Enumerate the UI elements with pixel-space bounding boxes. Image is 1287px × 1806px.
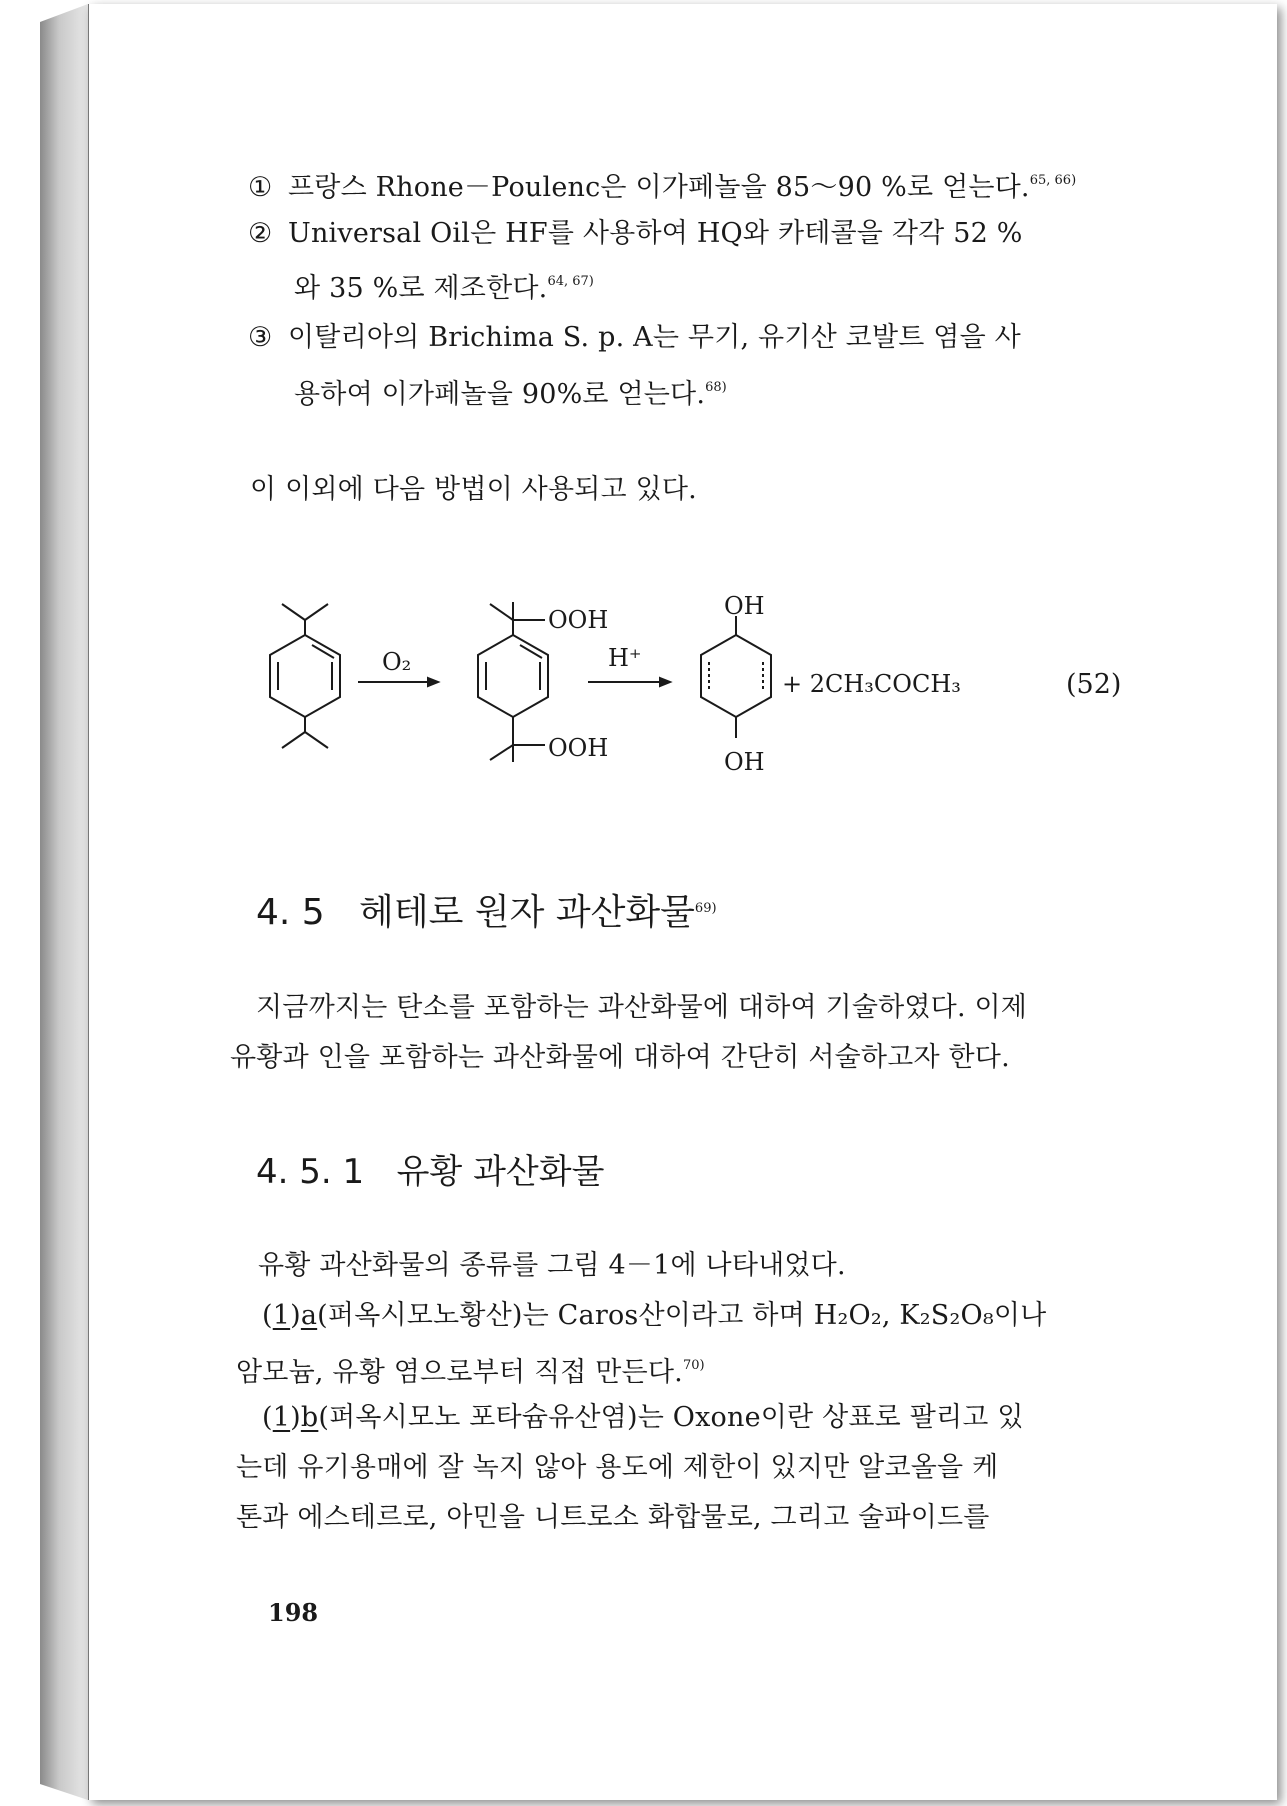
hydroxyl-top: OH	[724, 592, 765, 620]
subsection-heading	[256, 1144, 604, 1193]
paren-open: (	[262, 1402, 273, 1433]
list-marker: ①	[248, 172, 273, 203]
list-item-3-cont	[294, 370, 727, 413]
reaction-scheme	[0, 570, 1287, 790]
citation-ref: 68)	[705, 380, 727, 395]
paren-close: )	[290, 1300, 301, 1331]
paren-close: )	[290, 1402, 301, 1433]
section-heading	[256, 884, 717, 935]
body-text: (퍼옥시모노 포타슘유산염)는 Oxone이란 상표로 팔리고 있	[318, 1402, 1024, 1433]
item-letter: a	[300, 1300, 318, 1331]
body-line: 톤과 에스테르로, 아민을 니트로소 화합물로, 그리고 술파이드를	[236, 1502, 990, 1533]
section-title: 헤테로 원자 과산화물	[359, 892, 695, 933]
body-line: 유황 과산화물의 종류를 그림 4－1에 나타내었다.	[258, 1250, 846, 1281]
citation-ref: 70)	[682, 1358, 705, 1373]
list-item-text: 이탈리아의 Brichima S. p. A는 무기, 유기산 코발트 염을 사	[288, 322, 1021, 353]
hydroxyl-bottom: OH	[724, 748, 765, 776]
list-item-2	[248, 216, 1023, 252]
body-line	[236, 1348, 705, 1391]
citation-ref: 69)	[694, 901, 717, 916]
paren-open: (	[262, 1300, 273, 1331]
list-item-2-cont	[294, 264, 594, 307]
paragraph-line: 지금까지는 탄소를 포함하는 과산화물에 대하여 기술하였다. 이제	[256, 992, 1028, 1023]
page-number: 198	[268, 1598, 319, 1627]
citation-ref: 64, 67)	[547, 274, 594, 289]
diisopropylbenzene-structure	[270, 604, 340, 748]
list-item-text: 용하여 이가페놀을 90%로 얻는다.	[294, 379, 706, 410]
item-letter: b	[300, 1402, 319, 1433]
body-line: 는데 유기용매에 잘 녹지 않아 용도에 제한이 있지만 알코올을 케	[236, 1452, 999, 1483]
dihydroperoxide-structure	[478, 602, 548, 762]
hydroperoxy-group-bottom: OOH	[548, 734, 609, 762]
item-number: 1	[272, 1402, 291, 1433]
body-paragraph-1	[262, 1298, 1046, 1334]
list-item-text: 프랑스 Rhone－Poulenc은 이가페놀을 85～90 %로 얻는다.	[288, 172, 1030, 203]
oxygen-reagent: O₂	[382, 648, 412, 676]
body-paragraph-2	[262, 1400, 1024, 1436]
list-item-1	[248, 163, 1076, 206]
section-number: 4. 5	[256, 892, 325, 933]
intro-text: 이 이외에 다음 방법이 사용되고 있다.	[250, 474, 697, 505]
book-spine-edge	[40, 4, 88, 1800]
list-marker: ②	[248, 218, 273, 249]
list-item-text: 와 35 %로 제조한다.	[294, 273, 548, 304]
acetone-product: + 2CH₃COCH₃	[782, 670, 961, 698]
body-text: 암모늄, 유황 염으로부터 직접 만든다.	[236, 1357, 683, 1388]
list-marker: ③	[248, 322, 273, 353]
subsection-number: 4. 5. 1	[256, 1152, 365, 1192]
list-item-3	[248, 320, 1021, 356]
list-item-text: Universal Oil은 HF를 사용하여 HQ와 카테콜을 각각 52 %	[288, 218, 1023, 249]
hydroquinone-structure	[701, 616, 771, 738]
acid-catalyst: H⁺	[608, 644, 642, 672]
subsection-title: 유황 과산화물	[396, 1152, 605, 1192]
paragraph-line: 유황과 인을 포함하는 과산화물에 대하여 간단히 서술하고자 한다.	[230, 1042, 1010, 1073]
equation-number: (52)	[1066, 669, 1122, 700]
citation-ref: 65, 66)	[1029, 173, 1077, 188]
hydroperoxy-group-top: OOH	[548, 606, 609, 634]
body-text: (퍼옥시모노황산)는 Caros산이라고 하며 H₂O₂, K₂S₂O₈이나	[317, 1300, 1047, 1331]
item-number: 1	[272, 1300, 291, 1331]
